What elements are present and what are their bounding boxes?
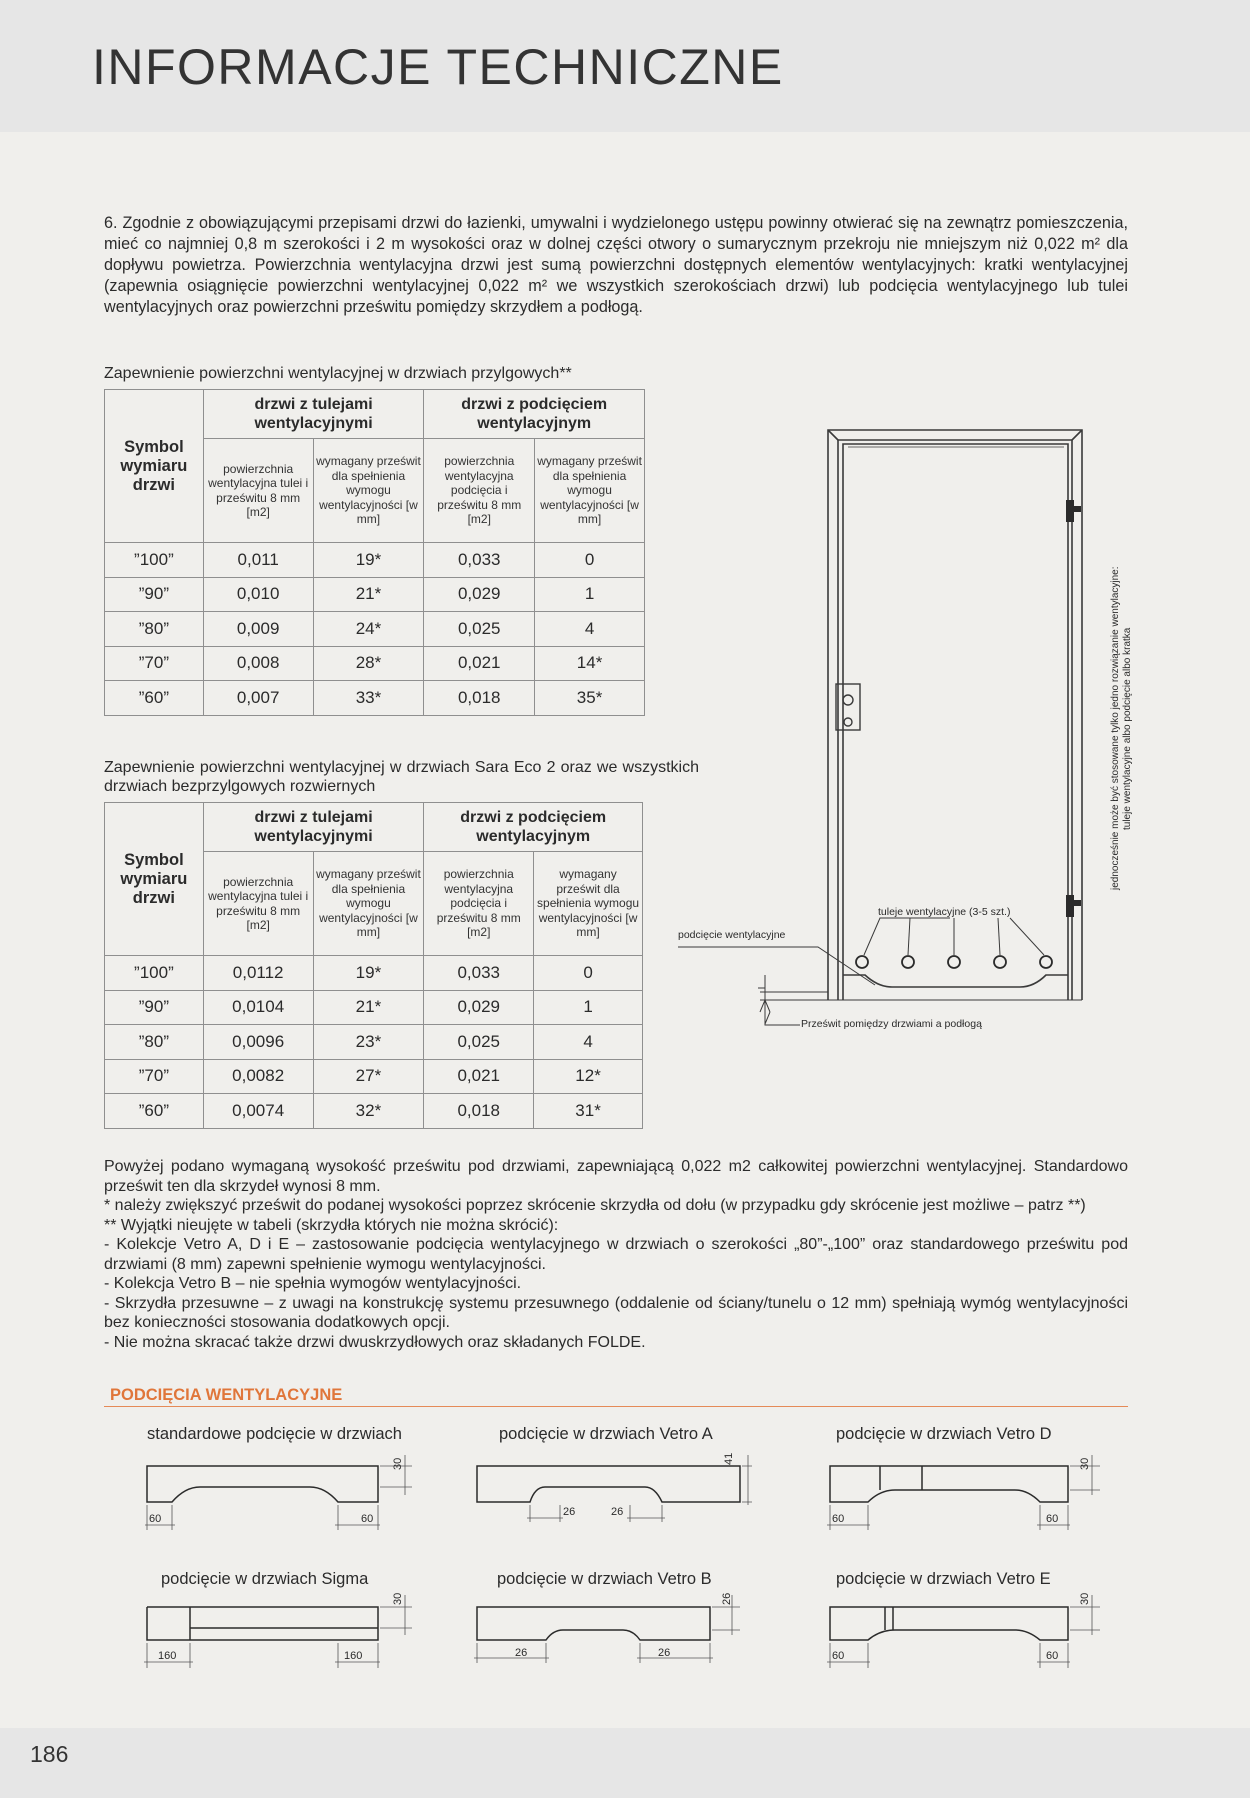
- table-cell: 0,010: [203, 577, 313, 612]
- intro-paragraph: 6. Zgodnie z obowiązującymi przepisami drzwi do łazienki, umywalni i wydzielonego ustępu powinny otwierać się na zewnątrz pomieszczenia, mieć co najmniej 0,8 m szerokości i 2 m wysokości oraz w dolnej części otwory o sumarycznym przekroju nie mniejszym niż 0,022 m² dla dopływu powietrza. Powierzchnia wentylacyjna drzwi jest sumą powierzchni dostępnych elementów wentylacyjnych: kratki wentylacyjnej (zapewnia osiągnięcie powierzchni wentylacyjnej 0,022 m² we wszystkich szerokościach drzwi) lub podcięcia wentylacyjnego lub tulei wentylacyjnych oraz powierzchni prześwitu pomiędzy skrzydłem a podłogą.: [104, 214, 1128, 316]
- table-cell: 0,0096: [203, 1025, 313, 1060]
- table-row: [105, 612, 645, 647]
- dim-label: 60: [1046, 1650, 1059, 1662]
- dim-label: 26: [563, 1506, 576, 1518]
- dim-label: 26: [658, 1647, 671, 1659]
- table-cell: 19*: [313, 956, 424, 991]
- table-cell: 0,0104: [203, 990, 313, 1025]
- table1-subheader: powierzchnia wentylacyjna podcięcia i prześwitu 8 mm [m2]: [424, 439, 535, 543]
- table-cell: 14*: [535, 646, 645, 681]
- profile-label: podcięcie w drzwiach Vetro B: [497, 1570, 712, 1588]
- table-cell: 21*: [313, 990, 424, 1025]
- table-cell: ”60”: [105, 681, 204, 716]
- table1-subheader: powierzchnia wentylacyjna tulei i prześwitu 8 mm [m2]: [203, 439, 313, 543]
- section-divider: [104, 1406, 1128, 1407]
- table-cell: 1: [534, 990, 643, 1025]
- table-cell: ”90”: [105, 577, 204, 612]
- table-row: [105, 577, 645, 612]
- label-sleeves: tuleje wentylacyjne (3-5 szt.): [878, 906, 1011, 918]
- page-number: 186: [30, 1741, 69, 1767]
- page-title: INFORMACJE TECHNICZNE: [92, 39, 784, 95]
- table-row: [105, 1025, 643, 1060]
- table-cell: 24*: [313, 612, 424, 647]
- table2-subheader: powierzchnia wentylacyjna podcięcia i prześwitu 8 mm [m2]: [424, 852, 534, 956]
- table-cell: 35*: [535, 681, 645, 716]
- dim-label: 26: [515, 1647, 528, 1659]
- table-cell: 0,021: [424, 646, 535, 681]
- table-row: [105, 990, 643, 1025]
- table-cell: ”80”: [105, 612, 204, 647]
- table-row: [105, 681, 645, 716]
- ventilation-sleeves: [856, 956, 1052, 968]
- table2-symbol-header: Symbol wymiaru drzwi: [105, 803, 204, 956]
- table2-subheader: wymagany prześwit dla spełnienia wymogu wentylacyjności [w mm]: [313, 852, 424, 956]
- page-header: [0, 0, 1250, 132]
- dim-label: 160: [158, 1650, 177, 1662]
- table2-caption: Zapewnienie powierzchni wentylacyjnej w drzwiach Sara Eco 2 oraz we wszystkich drzwiach bezprzylgowych rozwiernych: [104, 759, 699, 795]
- note-paragraph: - Skrzydła przesuwne – z uwagi na konstrukcję systemu przesuwnego (oddalenie od ściany/tunelu o 12 mm) spełniają wymóg wentylacyjności bez konieczności stosowania dodatkowych opcji.: [104, 1294, 1128, 1331]
- profile-vetro-d: [830, 1466, 1068, 1502]
- dim-label: 60: [361, 1513, 374, 1525]
- table-cell: 4: [535, 612, 645, 647]
- table1-symbol-header: Symbol wymiaru drzwi: [105, 390, 204, 543]
- table-row: [105, 1094, 643, 1129]
- door-undercut: [843, 975, 1068, 987]
- table-cell: 0,018: [424, 1094, 534, 1129]
- table-cell: 0,007: [203, 681, 313, 716]
- table-cell: 0,018: [424, 681, 535, 716]
- profile-vetro-b: [477, 1607, 710, 1640]
- table-cell: ”100”: [105, 543, 204, 578]
- table2: [104, 802, 643, 1129]
- lock-icon: [836, 684, 860, 730]
- side-note-1: jednocześnie może być stosowane tylko jedno rozwiązanie wentylacyjne:: [1110, 566, 1121, 890]
- table-cell: 21*: [313, 577, 424, 612]
- section-title: PODCIĘCIA WENTYLACYJNE: [110, 1386, 343, 1404]
- table-cell: ”60”: [105, 1094, 204, 1129]
- hinge-icon: [1066, 500, 1074, 522]
- table-cell: 31*: [534, 1094, 643, 1129]
- profile-label: podcięcie w drzwiach Vetro E: [836, 1570, 1051, 1588]
- table-cell: 0,0074: [203, 1094, 313, 1129]
- dim-label: 60: [1046, 1513, 1059, 1525]
- dim-label: 30: [392, 1457, 404, 1470]
- profile-standard: [147, 1466, 378, 1502]
- note-paragraph: - Kolekcja Vetro B – nie spełnia wymogów wentylacyjności.: [104, 1275, 522, 1292]
- dim-label: 26: [721, 1592, 733, 1605]
- door-diagram: [670, 420, 1133, 1040]
- notes: [104, 1157, 1128, 1352]
- dim-label: 26: [611, 1506, 624, 1518]
- profile-label: podcięcie w drzwiach Vetro A: [499, 1425, 713, 1443]
- profile-sigma: [147, 1607, 378, 1640]
- table-cell: 0,0082: [203, 1059, 313, 1094]
- table-cell: 0,033: [424, 543, 535, 578]
- note-paragraph: - Kolekcje Vetro A, D i E – zastosowanie podcięcia wentylacyjnego w drzwiach o szerokości „80”-„100” oraz standardowego prześwitu pod drzwiami (8 mm) zapewni spełnienie wymogu wentylacyjności.: [104, 1236, 1128, 1273]
- hinge-icon: [1066, 895, 1074, 917]
- table1-subheader: wymagany prześwit dla spełnienia wymogu wentylacyjności [w mm]: [313, 439, 424, 543]
- table2-subheader: wymagany prześwit dla spełnienia wymogu wentylacyjności [w mm]: [534, 852, 643, 956]
- dim-label: 30: [1079, 1457, 1091, 1470]
- table-cell: ”70”: [105, 646, 204, 681]
- table-cell: 0,033: [424, 956, 534, 991]
- table1-caption: Zapewnienie powierzchni wentylacyjnej w drzwiach przylgowych**: [104, 365, 572, 382]
- profile-vetro-e: [830, 1607, 1068, 1640]
- table1-subheader: wymagany prześwit dla spełnienia wymogu wentylacyjności [w mm]: [535, 439, 645, 543]
- note-paragraph: * należy zwiększyć prześwit do podanej wysokości poprzez skrócenie skrzydła od dołu (w przypadku gdy skrócenie jest możliwe – patrz **): [104, 1197, 1086, 1214]
- table-cell: 32*: [313, 1094, 424, 1129]
- dim-label: 30: [1079, 1592, 1091, 1605]
- table2-subheader: powierzchnia wentylacyjna tulei i prześwitu 8 mm [m2]: [203, 852, 313, 956]
- table-cell: 0,029: [424, 577, 535, 612]
- table2-group1-header: drzwi z tulejami wentylacyjnymi: [203, 803, 424, 852]
- table-cell: ”90”: [105, 990, 204, 1025]
- table-cell: ”70”: [105, 1059, 204, 1094]
- page-footer: [0, 1728, 1250, 1798]
- profile-drawings: [130, 1450, 1100, 1680]
- table-cell: 4: [534, 1025, 643, 1060]
- table-cell: 0: [534, 956, 643, 991]
- note-paragraph: Powyżej podano wymaganą wysokość prześwitu pod drzwiami, zapewniającą 0,022 m2 całkowitej powierzchni wentylacyjnej. Standardowo prześwit ten dla skrzydeł wynosi 8 mm.: [104, 1158, 1128, 1195]
- table-cell: 0,008: [203, 646, 313, 681]
- table-cell: 0,025: [424, 612, 535, 647]
- table-cell: 12*: [534, 1059, 643, 1094]
- table-row: [105, 1059, 643, 1094]
- dim-label: 41: [723, 1452, 735, 1465]
- profile-label: standardowe podcięcie w drzwiach: [147, 1425, 402, 1443]
- table-cell: 27*: [313, 1059, 424, 1094]
- label-gap: Prześwit pomiędzy drzwiami a podłogą: [801, 1018, 982, 1030]
- table-cell: 1: [535, 577, 645, 612]
- dim-label: 60: [149, 1513, 162, 1525]
- profile-label: podcięcie w drzwiach Sigma: [161, 1570, 369, 1588]
- note-paragraph: - Nie można skracać także drzwi dwuskrzydłowych oraz składanych FOLDE.: [104, 1333, 646, 1351]
- table1-group1-header: drzwi z tulejami wentylacyjnymi: [203, 390, 424, 439]
- table-cell: 0,0112: [203, 956, 313, 991]
- table1: [104, 389, 645, 716]
- table2-group2-header: drzwi z podcięciem wentylacyjnym: [424, 803, 643, 852]
- dim-label: 60: [832, 1650, 845, 1662]
- table-cell: 0,021: [424, 1059, 534, 1094]
- dim-label: 160: [344, 1650, 363, 1662]
- table-cell: 0: [535, 543, 645, 578]
- table-row: [105, 646, 645, 681]
- profile-label: podcięcie w drzwiach Vetro D: [836, 1425, 1052, 1443]
- table-cell: 33*: [313, 681, 424, 716]
- table-cell: 28*: [313, 646, 424, 681]
- table1-group2-header: drzwi z podcięciem wentylacyjnym: [424, 390, 645, 439]
- table-cell: 19*: [313, 543, 424, 578]
- table-cell: ”100”: [105, 956, 204, 991]
- table-row: [105, 543, 645, 578]
- note-paragraph: ** Wyjątki nieujęte w tabeli (skrzydła których nie można skrócić):: [104, 1216, 559, 1234]
- table-cell: ”80”: [105, 1025, 204, 1060]
- table-cell: 23*: [313, 1025, 424, 1060]
- dim-label: 60: [832, 1513, 845, 1525]
- table-cell: 0,025: [424, 1025, 534, 1060]
- side-note-2: tuleje wentylacyjne albo podcięcie albo kratka: [1122, 627, 1133, 830]
- dim-label: 30: [392, 1592, 404, 1605]
- profile-vetro-a: [477, 1466, 740, 1502]
- label-undercut: podcięcie wentylacyjne: [678, 929, 786, 941]
- table-cell: 0,029: [424, 990, 534, 1025]
- table-cell: 0,009: [203, 612, 313, 647]
- table-row: [105, 956, 643, 991]
- table-cell: 0,011: [203, 543, 313, 578]
